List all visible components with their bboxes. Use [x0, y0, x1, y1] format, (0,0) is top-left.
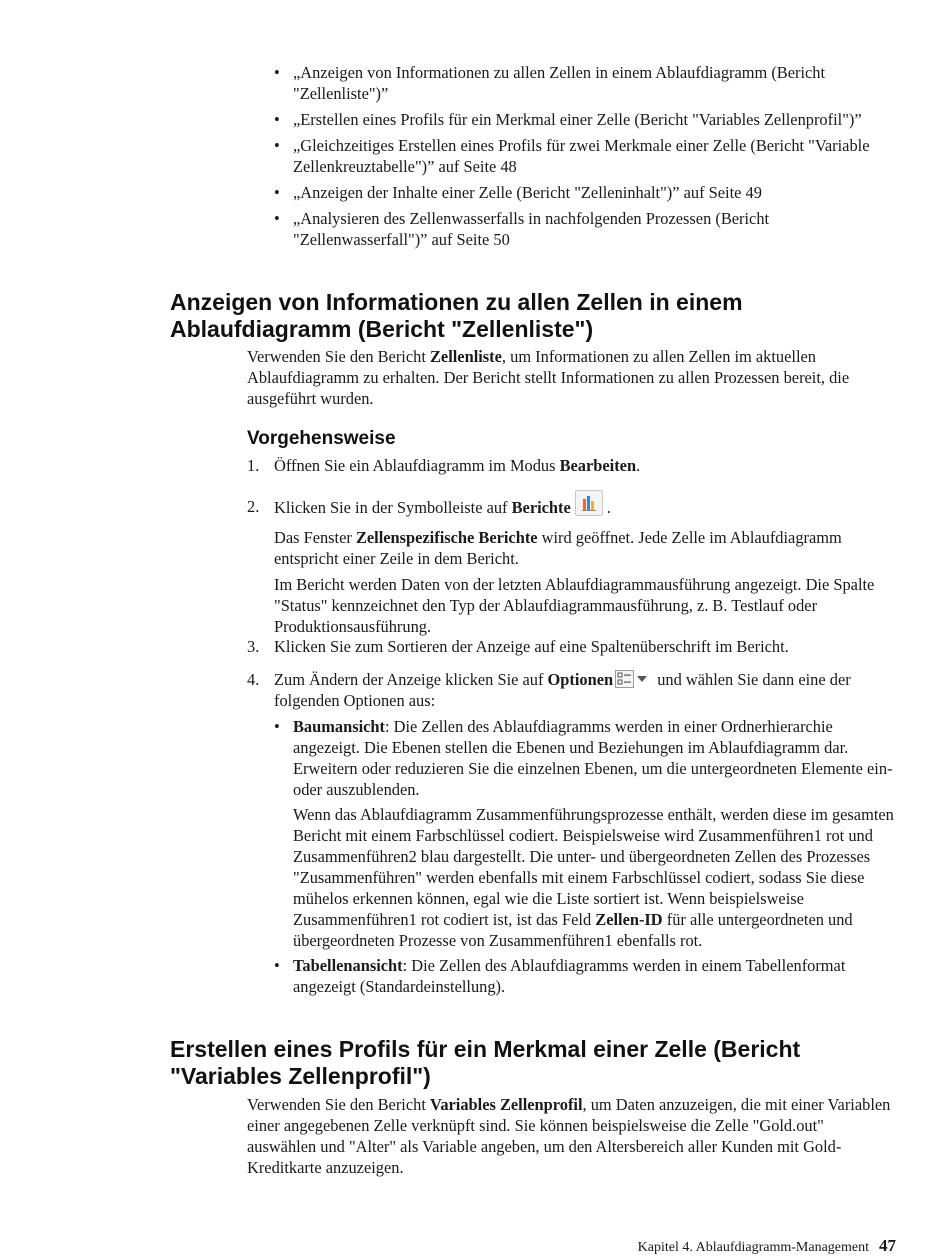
step-paragraph: [274, 527, 897, 569]
bold-term: Bearbeiten: [559, 456, 637, 475]
list-item[interactable]: [274, 182, 896, 203]
option-description: [293, 716, 897, 800]
step-text: [274, 669, 897, 711]
text-run: Verwenden Sie den Bericht: [247, 347, 430, 366]
list-item: [274, 716, 897, 951]
text-run: für alle untergeordneten und übergeordneten Prozesse von Zusammenführen1 ebenfalls rot.: [293, 910, 853, 951]
text-run: Klicken Sie in der Symbolleiste auf: [274, 497, 512, 517]
procedure-step-2: [247, 496, 897, 642]
text-run: Öffnen Sie ein Ablaufdiagramm im Modus: [274, 456, 560, 475]
text-run: Wenn das Ablaufdiagramm Zusammenführungsprozesse enthält, werden diese im gesamten Bericht mit einem Farbschlüssel codiert. Beispielsweise wird Zusammenführen1 rot und Zusammenführen2 blau dargestellt. Die unter- und übergeordneten Zellen des Prozesses "Zusammenführen" werden ebenfalls mit einem Farbschlüssel codiert, sodass Sie diese mühelos erkennen können, egal wie die Liste sortiert ist. Wenn beispielsweise Zusammenführen1 rot codiert ist, ist das Feld: [293, 805, 894, 930]
procedure-step-3: [247, 636, 897, 662]
procedure-step-1: [247, 455, 897, 481]
step-text: [274, 496, 897, 522]
bold-term: Zellen-ID: [595, 910, 663, 930]
step-number: 4.: [247, 670, 260, 689]
page-footer: [638, 1236, 896, 1256]
text-run: Zum Ändern der Anzeige klicken Sie auf: [274, 670, 548, 689]
cross-reference-link[interactable]: „Anzeigen der Inhalte einer Zelle (Bericht "Zelleninhalt")” auf Seite 49: [293, 183, 762, 202]
text-run: .: [606, 497, 611, 517]
cross-reference-link[interactable]: „Gleichzeitiges Erstellen eines Profils für zwei Merkmale einer Zelle (Bericht "Variable Zellenkreuztabelle")” auf Seite 48: [293, 136, 870, 176]
list-item[interactable]: [274, 62, 896, 104]
intro-link-list: [274, 62, 896, 255]
bold-term: Optionen: [547, 670, 614, 689]
section-intro-paragraph: [247, 346, 897, 409]
bullet: •: [274, 956, 280, 976]
bold-term: Variables Zellenprofil: [429, 1095, 583, 1114]
text-run: .: [636, 456, 641, 475]
bold-term: Tabellenansicht: [293, 956, 403, 976]
bold-term: Baumansicht: [293, 717, 385, 737]
bold-term: Zellenliste: [429, 347, 502, 366]
list-item[interactable]: [274, 135, 896, 177]
step-text: Klicken Sie zum Sortieren der Anzeige auf eine Spaltenüberschrift im Bericht.: [274, 637, 789, 656]
procedure-step-4: [247, 669, 897, 1001]
bullet: •: [274, 136, 280, 155]
bullet: •: [274, 110, 280, 129]
bullet: •: [274, 717, 280, 737]
text-run: : Die Zellen des Ablaufdiagramms werden in einer Ordnerhierarchie angezeigt. Die Ebenen stellen die Ebenen und Beziehungen im Ablaufdiagramm dar. Erweitern oder reduzieren Sie die einzelnen Ebenen, um die untergeordneten Elemente ein- oder auszublenden.: [293, 717, 893, 800]
bar-chart-icon[interactable]: [575, 490, 603, 516]
bullet: •: [274, 63, 280, 82]
list-item: [274, 955, 897, 997]
text-run: Das Fenster: [274, 528, 356, 547]
step-paragraph: Im Bericht werden Daten von der letzten Ablaufdiagrammausführung angezeigt. Die Spalte "Status" kennzeichnet den Typ der Ablaufdiagrammausführung, z. B. Testlauf oder Produktionsausführung.: [274, 575, 875, 636]
options-dropdown-icon[interactable]: [615, 670, 649, 688]
text-run: , um Daten anzuzeigen, die mit einer Variablen einer angegebenen Zelle verknüpft sind. Sie können beispielsweise die Zelle "Gold.out" auswählen und "Alter" als Variable angeben, um den Altersbereich aller Kunden mit Gold-Kreditkarte anzuzeigen.: [247, 1095, 891, 1177]
cross-reference-link[interactable]: „Erstellen eines Profils für ein Merkmal einer Zelle (Bericht "Variables Zellenprofil")”: [293, 110, 862, 129]
page-number: 47: [879, 1236, 896, 1255]
section-heading-zellenliste: Anzeigen von Informationen zu allen Zellen in einem Ablaufdiagramm (Bericht "Zellenliste"): [170, 289, 743, 342]
section-heading-variables-zellenprofil: Erstellen eines Profils für ein Merkmal einer Zelle (Bericht "Variables Zellenprofil"): [170, 1036, 801, 1089]
list-item[interactable]: [274, 208, 896, 250]
footer-chapter-title: Kapitel 4. Ablaufdiagramm-Management: [637, 1240, 869, 1255]
option-paragraph: [293, 804, 897, 951]
cross-reference-link[interactable]: „Anzeigen von Informationen zu allen Zellen in einem Ablaufdiagramm (Bericht "Zellenliste")”: [293, 63, 826, 103]
step-text: [274, 455, 897, 476]
text-run: und wählen Sie dann eine der folgenden Optionen aus:: [274, 670, 851, 711]
section-intro-paragraph: [247, 1094, 897, 1178]
list-item[interactable]: [274, 109, 896, 130]
bullet: •: [274, 183, 280, 202]
option-description: [293, 955, 897, 997]
step-number: 3.: [247, 637, 260, 656]
text-run: Verwenden Sie den Bericht: [247, 1095, 430, 1114]
options-list: [274, 716, 897, 997]
text-run: , um Informationen zu allen Zellen im aktuellen Ablaufdiagramm zu erhalten. Der Bericht stellt Informationen zu allen Prozessen bereit, die ausgeführt wurden.: [247, 347, 850, 408]
bold-term: Zellenspezifische Berichte: [355, 528, 538, 547]
text-run: wird geöffnet. Jede Zelle im Ablaufdiagramm entspricht einer Zeile in dem Bericht.: [274, 528, 842, 568]
step-number: 2.: [247, 497, 260, 516]
bullet: •: [274, 209, 280, 228]
bold-term: Berichte: [511, 497, 571, 517]
procedure-heading: Vorgehensweise: [247, 428, 396, 449]
step-number: 1.: [247, 456, 260, 475]
cross-reference-link[interactable]: „Analysieren des Zellenwasserfalls in nachfolgenden Prozessen (Bericht "Zellenwasserfall")” auf Seite 50: [293, 209, 770, 249]
text-run: : Die Zellen des Ablaufdiagramms werden in einem Tabellenformat angezeigt (Standardeinstellung).: [293, 956, 846, 997]
